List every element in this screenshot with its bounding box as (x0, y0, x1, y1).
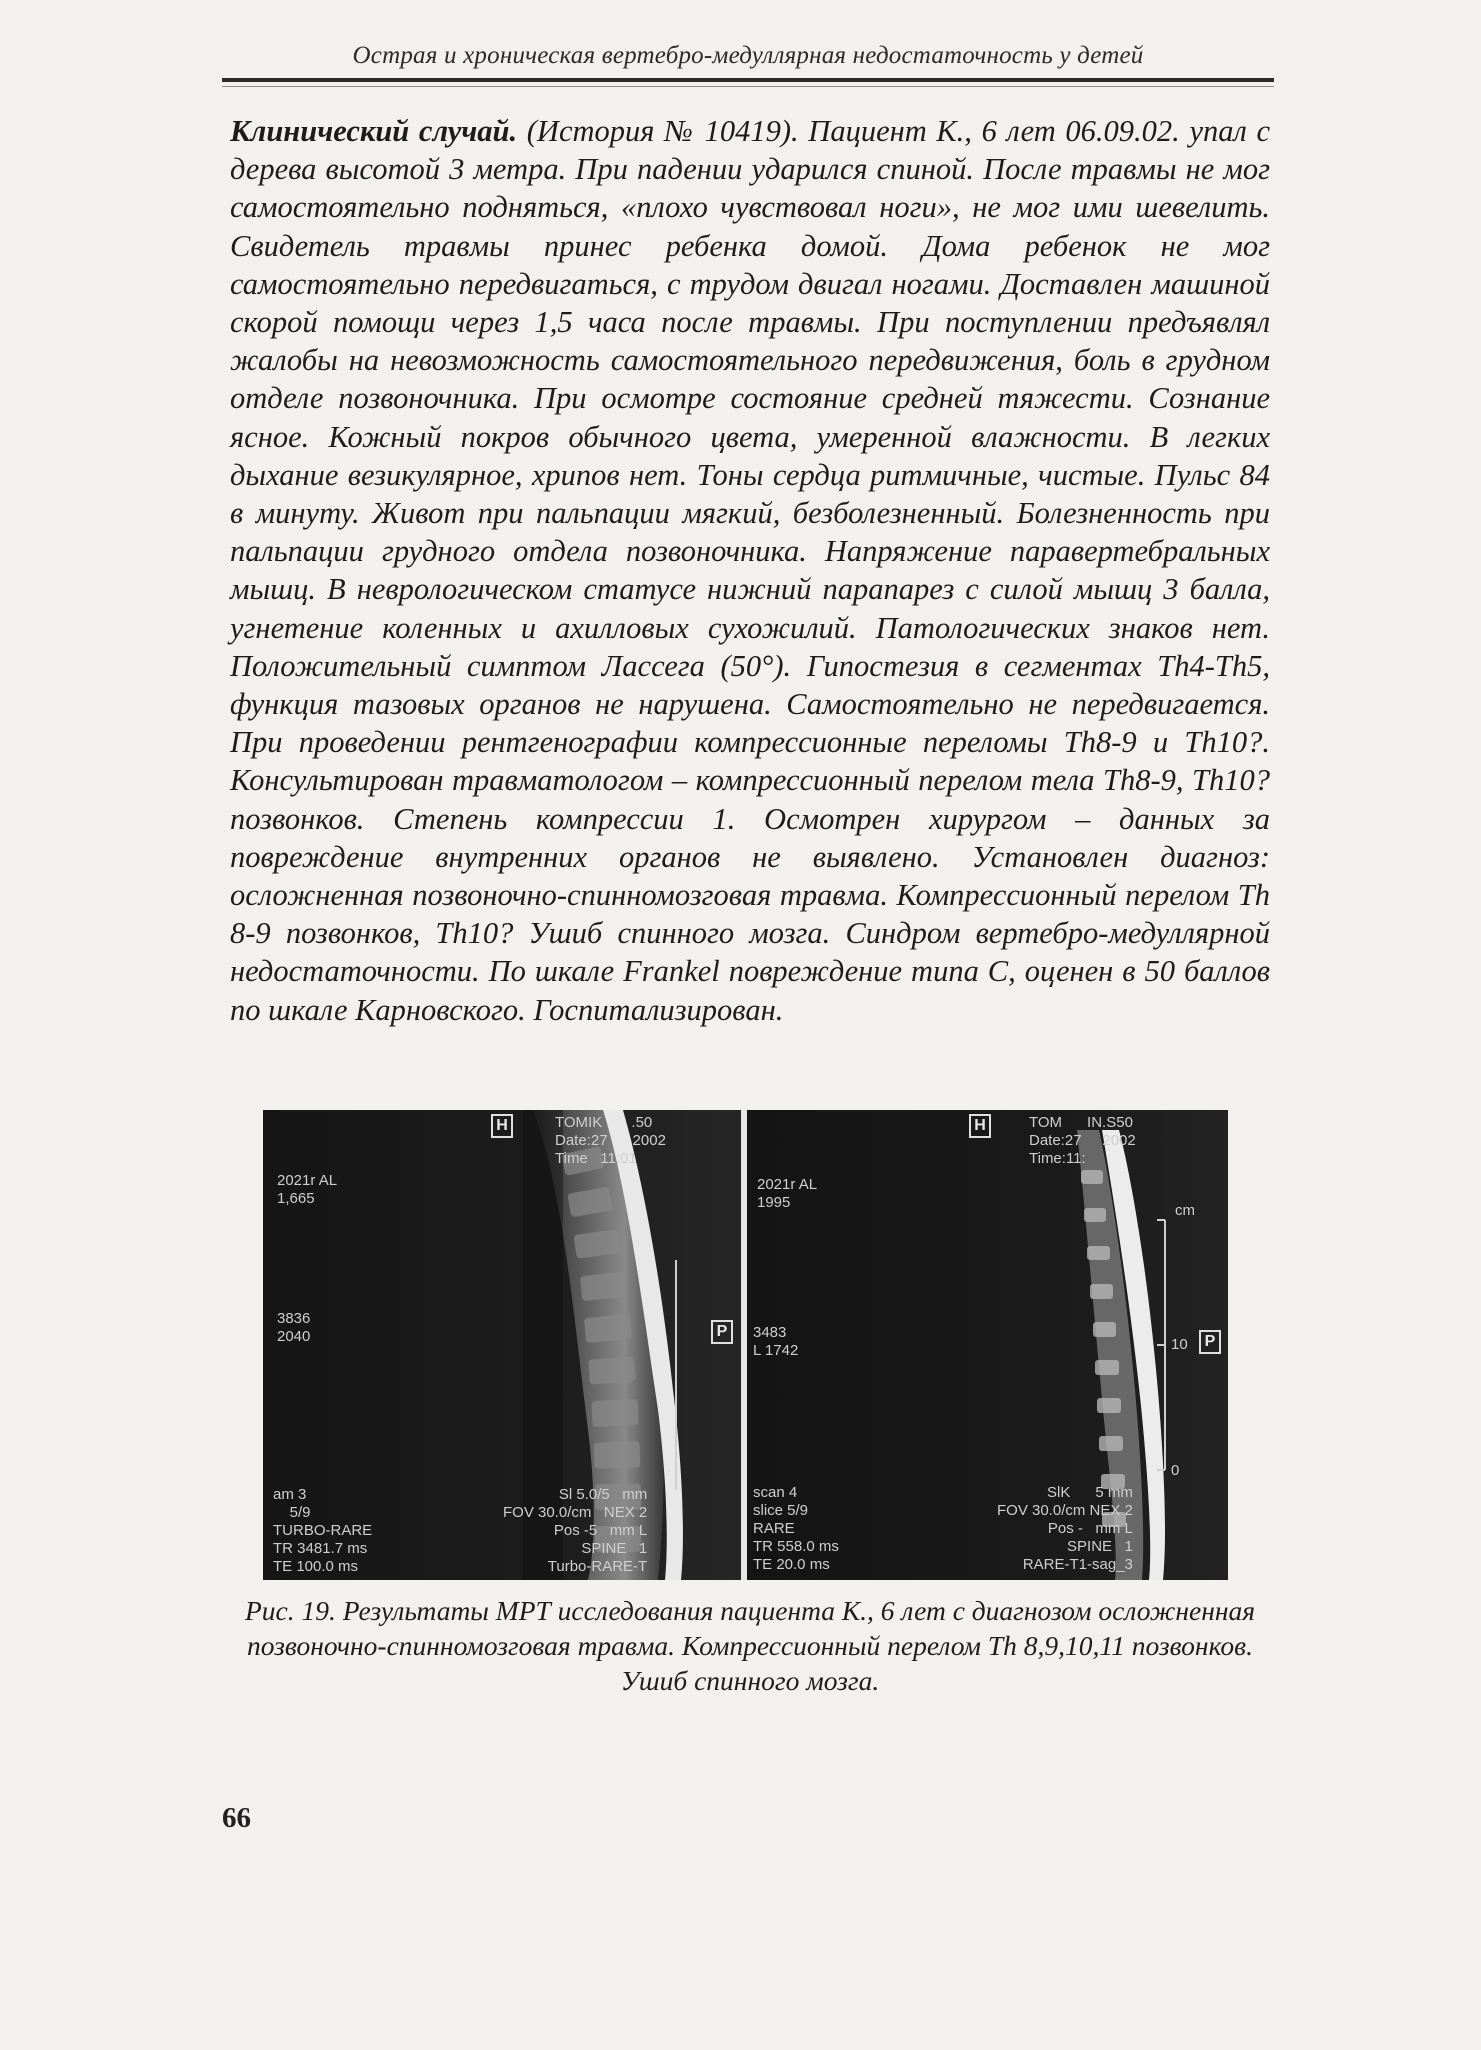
mri-left-marker-h: H (491, 1114, 513, 1138)
header-rule (222, 78, 1274, 82)
mri-right-marker-p: P (1199, 1330, 1221, 1354)
mri-right-header-info: TOM IN.S50 Date:27 2002 Time:11: (1029, 1114, 1136, 1167)
clinical-case-lead: Клинический случай. (230, 114, 518, 148)
mri-right-window-info: 2021r AL 1995 (757, 1176, 818, 1211)
page-number: 66 (222, 1802, 251, 1834)
mri-left-header-info: TOMIK .50 Date:27 2002 Time 11:01 (555, 1114, 666, 1167)
mri-right-level-info: 3483 L 1742 (753, 1324, 799, 1359)
mri-left-protocol-info: Sl 5.0/5 mm FOV 30.0/cm NEX 2 Pos -5 mm L SPINE 1 Turbo-RARE-T (503, 1486, 648, 1575)
mri-figure (263, 1110, 1228, 1580)
mri-image-right (747, 1110, 1228, 1580)
mri-left-sequence-info: am 3 5/9 TURBO-RARE TR 3481.7 ms TE 100.0 ms (273, 1486, 373, 1575)
mri-left-window-info: 2021r AL 1,665 (277, 1172, 338, 1207)
mri-right-scale-zero: 0 (1171, 1462, 1180, 1479)
mri-right-protocol-info: SlK 5 mm FOV 30.0/cm NEX 2 Pos - mm L SPINE 1 RARE-T1-sag_3 (997, 1484, 1133, 1573)
running-header: Острая и хроническая вертебро-медуллярная недостаточность у детей (352, 42, 1144, 69)
mri-left-level-info: 3836 2040 (277, 1310, 311, 1345)
mri-image-left (263, 1110, 741, 1580)
mri-right-sequence-info: scan 4 slice 5/9 RARE TR 558.0 ms TE 20.0 ms (753, 1484, 839, 1573)
clinical-case-paragraph (230, 112, 1270, 1029)
header-rule-thin (222, 86, 1274, 87)
figure-caption: Рис. 19. Результаты МРТ исследования пациента К., 6 лет с диагнозом осложненная позвоночно-спинномозговая травма. Компрессионный перелом Th 8,9,10,11 позвонков. Ушиб спинного мозга. (244, 1595, 1256, 1696)
mri-right-marker-h: H (969, 1114, 991, 1138)
clinical-case-text: (История № 10419). Пациент К., 6 лет 06.09.02. упал с дерева высотой 3 метра. При падении ударился спиной. После травмы не мог самостоятельно подняться, «плохо чувствовал ноги», не мог ими шевелить. Свидетель травмы принес ребенка домой. Дома ребенок не мог самостоятельно передвигаться, с трудом двигал ногами. Доставлен машиной скорой помощи через 1,5 часа после травмы. При поступлении предъявлял жалобы на невозможность самостоятельного передвижения, боль в грудном отделе позвоночника. При осмотре состояние средней тяжести. Сознание ясное. Кожный покров обычного цвета, умеренной влажности. В легких дыхание везикулярное, хрипов нет. Тоны сердца ритмичные, чистые. Пульс 84 в минуту. Живот при пальпации мягкий, безболезненный. Болезненность при пальпации грудного отдела позвоночника. Напряжение паравертебральных мышц. В неврологическом статусе нижний парапарез с силой мышц 3 балла, угнетение коленных и ахилловых сухожилий. Патологических знаков нет. Положительный симптом Лассега (50°). Гипостезия в сегментах Th4-Th5, функция тазовых органов не нарушена. Самостоятельно не передвигается. При проведении рентгенографии компрессионные переломы Th8-9 и Th10?. Консультирован травматологом – компрессионный перелом тела Th8-9, Th10? позвонков. Степень компрессии 1. Осмотрен хирургом – данных за повреждение внутренних органов не выявлено. Установлен диагноз: осложненная позвоночно-спинномозговая травма. Компрессионный перелом Th 8-9 позвонков, Th10? Ушиб спинного мозга. Синдром вертебро-медуллярной недостаточности. По шкале Frankel повреждение типа С, оценен в 50 баллов по шкале Карновского. Госпитализирован. (230, 114, 1270, 1027)
mri-left-marker-p: P (711, 1320, 733, 1344)
mri-right-scale-unit: cm (1175, 1202, 1195, 1219)
mri-right-scale-mid: 10 (1171, 1336, 1188, 1353)
